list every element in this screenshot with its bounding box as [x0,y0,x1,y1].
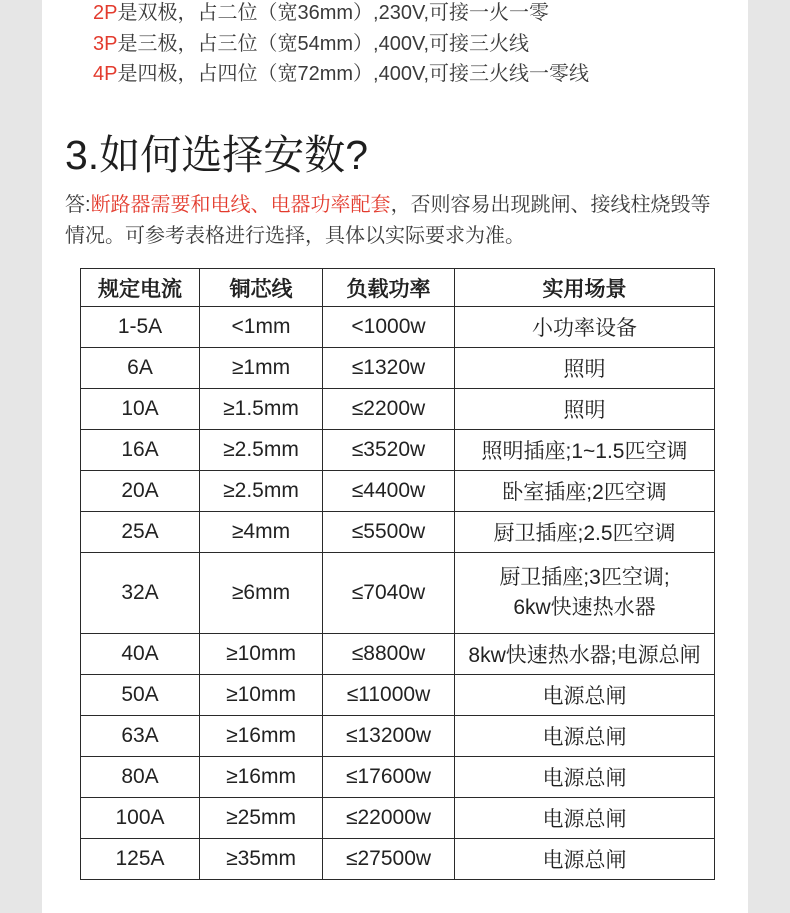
cell-wire: ≥2.5mm [200,471,323,512]
cell-current: 125A [81,839,200,880]
cell-current: 100A [81,798,200,839]
cell-usage: 照明插座;1~1.5匹空调 [455,430,715,471]
table-row [81,839,715,880]
cell-wire: ≥35mm [200,839,323,880]
cell-power: ≤8800w [323,634,455,675]
spec-line-3p [93,29,529,59]
cell-wire: ≥10mm [200,634,323,675]
content-page [42,0,748,913]
header-wire: 铜芯线 [200,269,323,307]
table-row [81,553,715,634]
spec-line-2p [93,0,549,28]
header-current: 规定电流 [81,269,200,307]
cell-usage: 厨卫插座;3匹空调; 6kw快速热水器 [455,553,715,634]
table-row [81,348,715,389]
cell-wire: ≥4mm [200,512,323,553]
pole-description: 是四极，占四位（宽72mm）,400V,可接三火线一零线 [117,63,590,85]
cell-current: 80A [81,757,200,798]
table-row [81,307,715,348]
cell-usage: 8kw快速热水器;电源总闸 [455,634,715,675]
cell-power: ≤7040w [323,553,455,634]
cell-current: 20A [81,471,200,512]
table-row [81,389,715,430]
cell-power: ≤1320w [323,348,455,389]
cell-usage: 照明 [455,389,715,430]
cell-power: <1000w [323,307,455,348]
cell-current: 16A [81,430,200,471]
pole-code: 4P [93,63,118,85]
cell-current: 25A [81,512,200,553]
cell-power: ≤2200w [323,389,455,430]
pole-description: 是三极，占三位（宽54mm）,400V,可接三火线 [117,33,530,55]
table-row [81,675,715,716]
pole-description: 是双极，占二位（宽36mm）,230V,可接一火一零 [117,2,550,24]
cell-power: ≤27500w [323,839,455,880]
section-title: 3.如何选择安数? [65,132,368,178]
table-row [81,757,715,798]
answer-paragraph [65,190,725,252]
cell-wire: ≥16mm [200,757,323,798]
cell-wire: ≥25mm [200,798,323,839]
cell-power: ≤13200w [323,716,455,757]
cell-power: ≤11000w [323,675,455,716]
answer-line-1 [65,190,725,221]
cell-usage: 电源总闸 [455,675,715,716]
cell-wire: ≥1mm [200,348,323,389]
answer-highlight: 断路器需要和电线、电器功率配套 [90,194,391,216]
cell-usage: 电源总闸 [455,757,715,798]
pole-code: 3P [93,33,118,55]
answer-text: 情况。可参考表格进行选择，具体以实际要求为准。 [65,225,525,247]
pole-code: 2P [93,2,118,24]
table-row [81,430,715,471]
answer-prefix: 答: [65,194,91,216]
cell-current: 1-5A [81,307,200,348]
cell-usage: 电源总闸 [455,839,715,880]
cell-usage: 照明 [455,348,715,389]
table-row [81,798,715,839]
cell-wire: ≥6mm [200,553,323,634]
cell-wire: <1mm [200,307,323,348]
cell-current: 10A [81,389,200,430]
cell-power: ≤3520w [323,430,455,471]
table-row [81,512,715,553]
table-row [81,634,715,675]
cell-power: ≤22000w [323,798,455,839]
cell-wire: ≥10mm [200,675,323,716]
cell-usage: 电源总闸 [455,798,715,839]
breaker-selection-table [80,268,715,880]
cell-current: 50A [81,675,200,716]
table-header-row [81,269,715,307]
cell-usage: 卧室插座;2匹空调 [455,471,715,512]
answer-line-2 [65,221,725,252]
cell-power: ≤17600w [323,757,455,798]
header-power: 负载功率 [323,269,455,307]
header-usage: 实用场景 [455,269,715,307]
cell-usage: 小功率设备 [455,307,715,348]
cell-usage: 厨卫插座;2.5匹空调 [455,512,715,553]
cell-current: 40A [81,634,200,675]
cell-current: 6A [81,348,200,389]
cell-usage: 电源总闸 [455,716,715,757]
cell-power: ≤5500w [323,512,455,553]
cell-wire: ≥1.5mm [200,389,323,430]
answer-text: ，否则容易出现跳闸、接线柱烧毁等 [390,194,711,216]
table-row [81,471,715,512]
cell-wire: ≥16mm [200,716,323,757]
table-row [81,716,715,757]
cell-wire: ≥2.5mm [200,430,323,471]
cell-power: ≤4400w [323,471,455,512]
cell-current: 32A [81,553,200,634]
cell-current: 63A [81,716,200,757]
spec-line-4p [93,59,589,89]
